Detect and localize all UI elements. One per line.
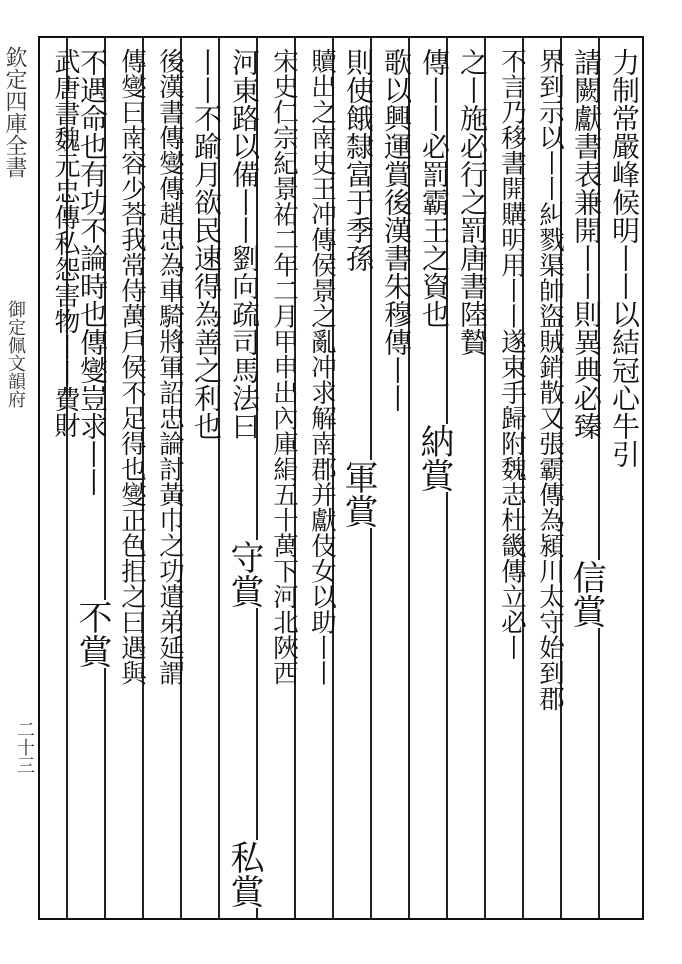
text-column: 力制常嚴峰候明丨丨以結冠心牛引 — [608, 48, 641, 468]
text-column: 請闕獻書表兼開丨丨則異典必臻 — [570, 48, 603, 440]
headword-na: 納賞 — [414, 424, 454, 492]
margin-title: 欽定四庫全書 — [2, 46, 27, 178]
text-column: 之丨施必行之罰唐書陸贄 — [456, 48, 489, 356]
text-column: 宋史仁宗紀景祐二年二月甲申出內庫絹五十萬下河北陜西 — [269, 48, 299, 686]
headword-jun: 軍賞 — [338, 460, 378, 528]
text-column: 後漢書傳燮傳趙忠為車騎將軍詔忠論討黃巾之功遣弟延謂 — [155, 48, 185, 686]
headword-shou: 守賞 — [224, 540, 264, 608]
text-column: 不言乃移書開購明用丨丨遂束手歸附魏志杜畿傳立必丨 — [497, 48, 527, 660]
text-column: 則使餓隸富于季孫 — [342, 48, 375, 272]
headword-xin: 信賞 — [566, 560, 606, 628]
text-column: 贖出之南史王冲傳侯景之亂冲求解南郡并獻伎女以助丨丨 — [307, 48, 337, 686]
page-number: 二十三 — [14, 720, 35, 774]
text-column: 傳丨丨必罰霸王之資也 — [418, 48, 451, 328]
headword-bu: 不賞 — [72, 600, 112, 668]
text-column: 河東路以備丨丨劉向疏司馬法曰 — [228, 48, 261, 440]
text-column: 界到示以丨丨糾戮渠帥盜賊銷散又張霸傳為潁川太守始到郡 — [535, 48, 565, 711]
text-column: 不遇命也有功不論時也傳燮豈求丨丨 — [76, 48, 109, 496]
text-column: 武唐書魏元忠傳私怨害物丨丨費財 — [50, 48, 80, 438]
text-column: 丨丨不踰月欲民速得為善之利也 — [190, 48, 223, 440]
text-column: 歌以興運賞後漢書朱穆傳丨丨 — [380, 48, 413, 412]
margin-book-name: 御定佩文韻府 — [5, 300, 26, 408]
headword-si: 私賞 — [224, 840, 264, 908]
text-column: 傳燮曰南容少荅我常侍萬戶侯不足得也燮正色拒之曰遇與 — [117, 48, 147, 686]
